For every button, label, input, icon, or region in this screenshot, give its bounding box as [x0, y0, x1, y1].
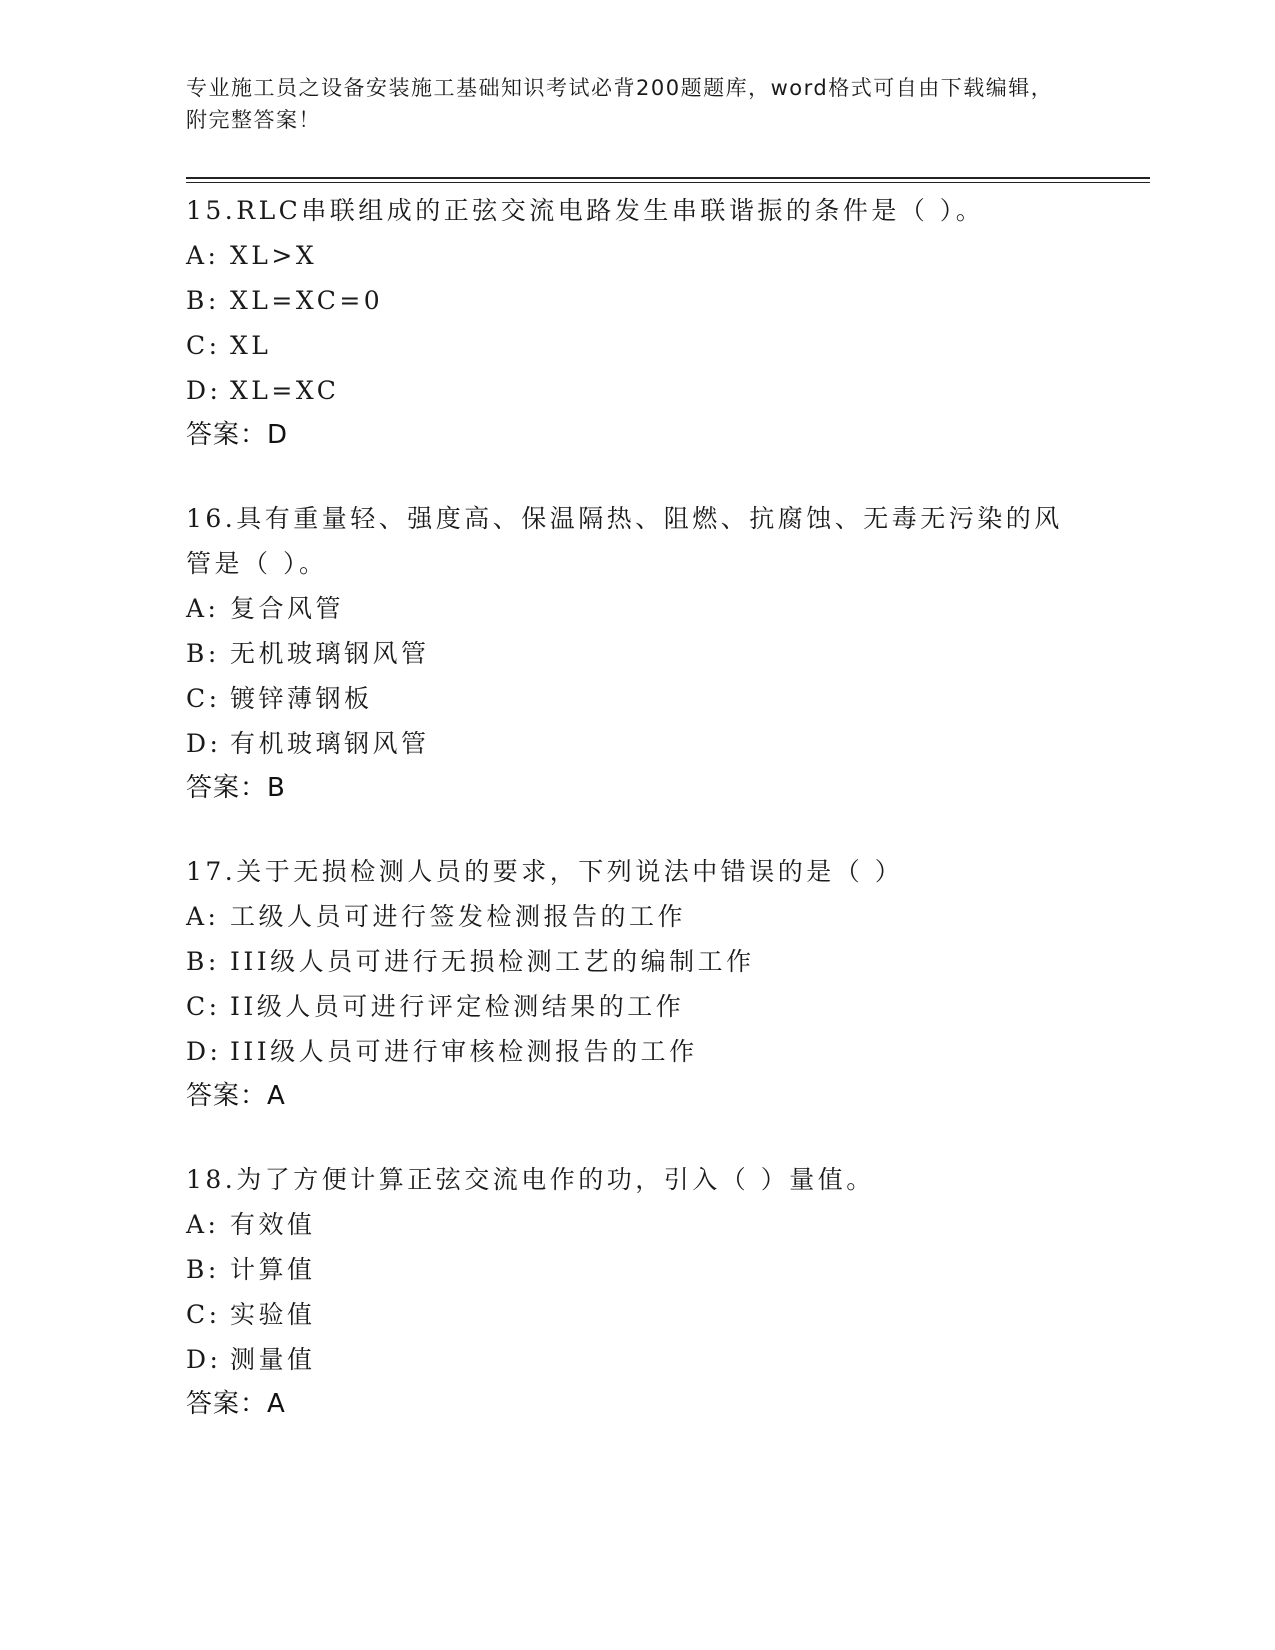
option-c — [186, 676, 1086, 721]
option-label: A: — [186, 241, 220, 270]
option-label: D: — [186, 1037, 222, 1066]
option-a — [186, 586, 1086, 631]
option-text: III级人员可进行审核检测报告的工作 — [230, 1037, 698, 1066]
option-text: XL — [230, 331, 272, 360]
option-text: XL=XC=0 — [230, 286, 384, 315]
option-d — [186, 1337, 1086, 1382]
option-label: C: — [186, 1300, 221, 1329]
question-16 — [186, 496, 1086, 811]
option-d — [186, 721, 1086, 766]
option-text: 工级人员可进行签发检测报告的工作 — [230, 902, 687, 931]
option-text: II级人员可进行评定检测结果的工作 — [230, 992, 685, 1021]
option-label: C: — [186, 992, 221, 1021]
answer: 答案：A — [186, 1081, 286, 1111]
option-text: XL=XC — [230, 376, 340, 405]
question-17 — [186, 849, 1086, 1119]
option-b — [186, 278, 1086, 323]
option-text: 复合风管 — [230, 594, 345, 623]
option-b — [186, 1247, 1086, 1292]
option-text: 计算值 — [230, 1255, 316, 1284]
option-c — [186, 1292, 1086, 1337]
option-text: 实验值 — [230, 1300, 316, 1329]
option-label: C: — [186, 331, 221, 360]
answer: 答案：B — [186, 773, 286, 803]
question-15 — [186, 188, 1086, 458]
header-rule-thin — [186, 182, 1150, 183]
option-b — [186, 939, 1086, 984]
option-d — [186, 1029, 1086, 1074]
option-text: 镀锌薄钢板 — [230, 684, 373, 713]
question-text: 15.RLC串联组成的正弦交流电路发生串联谐振的条件是（ ）。 — [186, 196, 985, 225]
option-text: 有效值 — [230, 1210, 316, 1239]
option-a — [186, 1202, 1086, 1247]
question-text: 18.为了方便计算正弦交流电作的功，引入（ ）量值。 — [186, 1165, 875, 1194]
header-rule-thick — [186, 177, 1150, 179]
option-label: B: — [186, 1255, 220, 1284]
option-label: A: — [186, 902, 220, 931]
option-text: XL>X — [230, 241, 318, 270]
option-label: B: — [186, 286, 220, 315]
option-label: D: — [186, 729, 222, 758]
answer: 答案：D — [186, 420, 289, 450]
option-c — [186, 323, 1086, 368]
option-c — [186, 984, 1086, 1029]
option-label: D: — [186, 376, 222, 405]
option-label: B: — [186, 947, 220, 976]
option-a — [186, 233, 1086, 278]
option-text: 有机玻璃钢风管 — [230, 729, 430, 758]
question-18 — [186, 1157, 1086, 1427]
answer: 答案：A — [186, 1389, 286, 1419]
question-text: 17.关于无损检测人员的要求，下列说法中错误的是（ ） — [186, 857, 904, 886]
option-b — [186, 631, 1086, 676]
option-label: C: — [186, 684, 221, 713]
option-label: A: — [186, 1210, 220, 1239]
option-a — [186, 894, 1086, 939]
document-header: 专业施工员之设备安装施工基础知识考试必背200题题库，word格式可自由下载编辑，附完整答案！ — [186, 76, 1054, 132]
option-label: A: — [186, 594, 220, 623]
option-text: III级人员可进行无损检测工艺的编制工作 — [230, 947, 755, 976]
option-d — [186, 368, 1086, 413]
question-list — [186, 188, 1086, 1465]
option-text: 无机玻璃钢风管 — [230, 639, 430, 668]
option-text: 测量值 — [230, 1345, 316, 1374]
option-label: D: — [186, 1345, 222, 1374]
question-text: 16.具有重量轻、强度高、保温隔热、阻燃、抗腐蚀、无毒无污染的风管是（ ）。 — [186, 504, 1063, 578]
option-label: B: — [186, 639, 220, 668]
